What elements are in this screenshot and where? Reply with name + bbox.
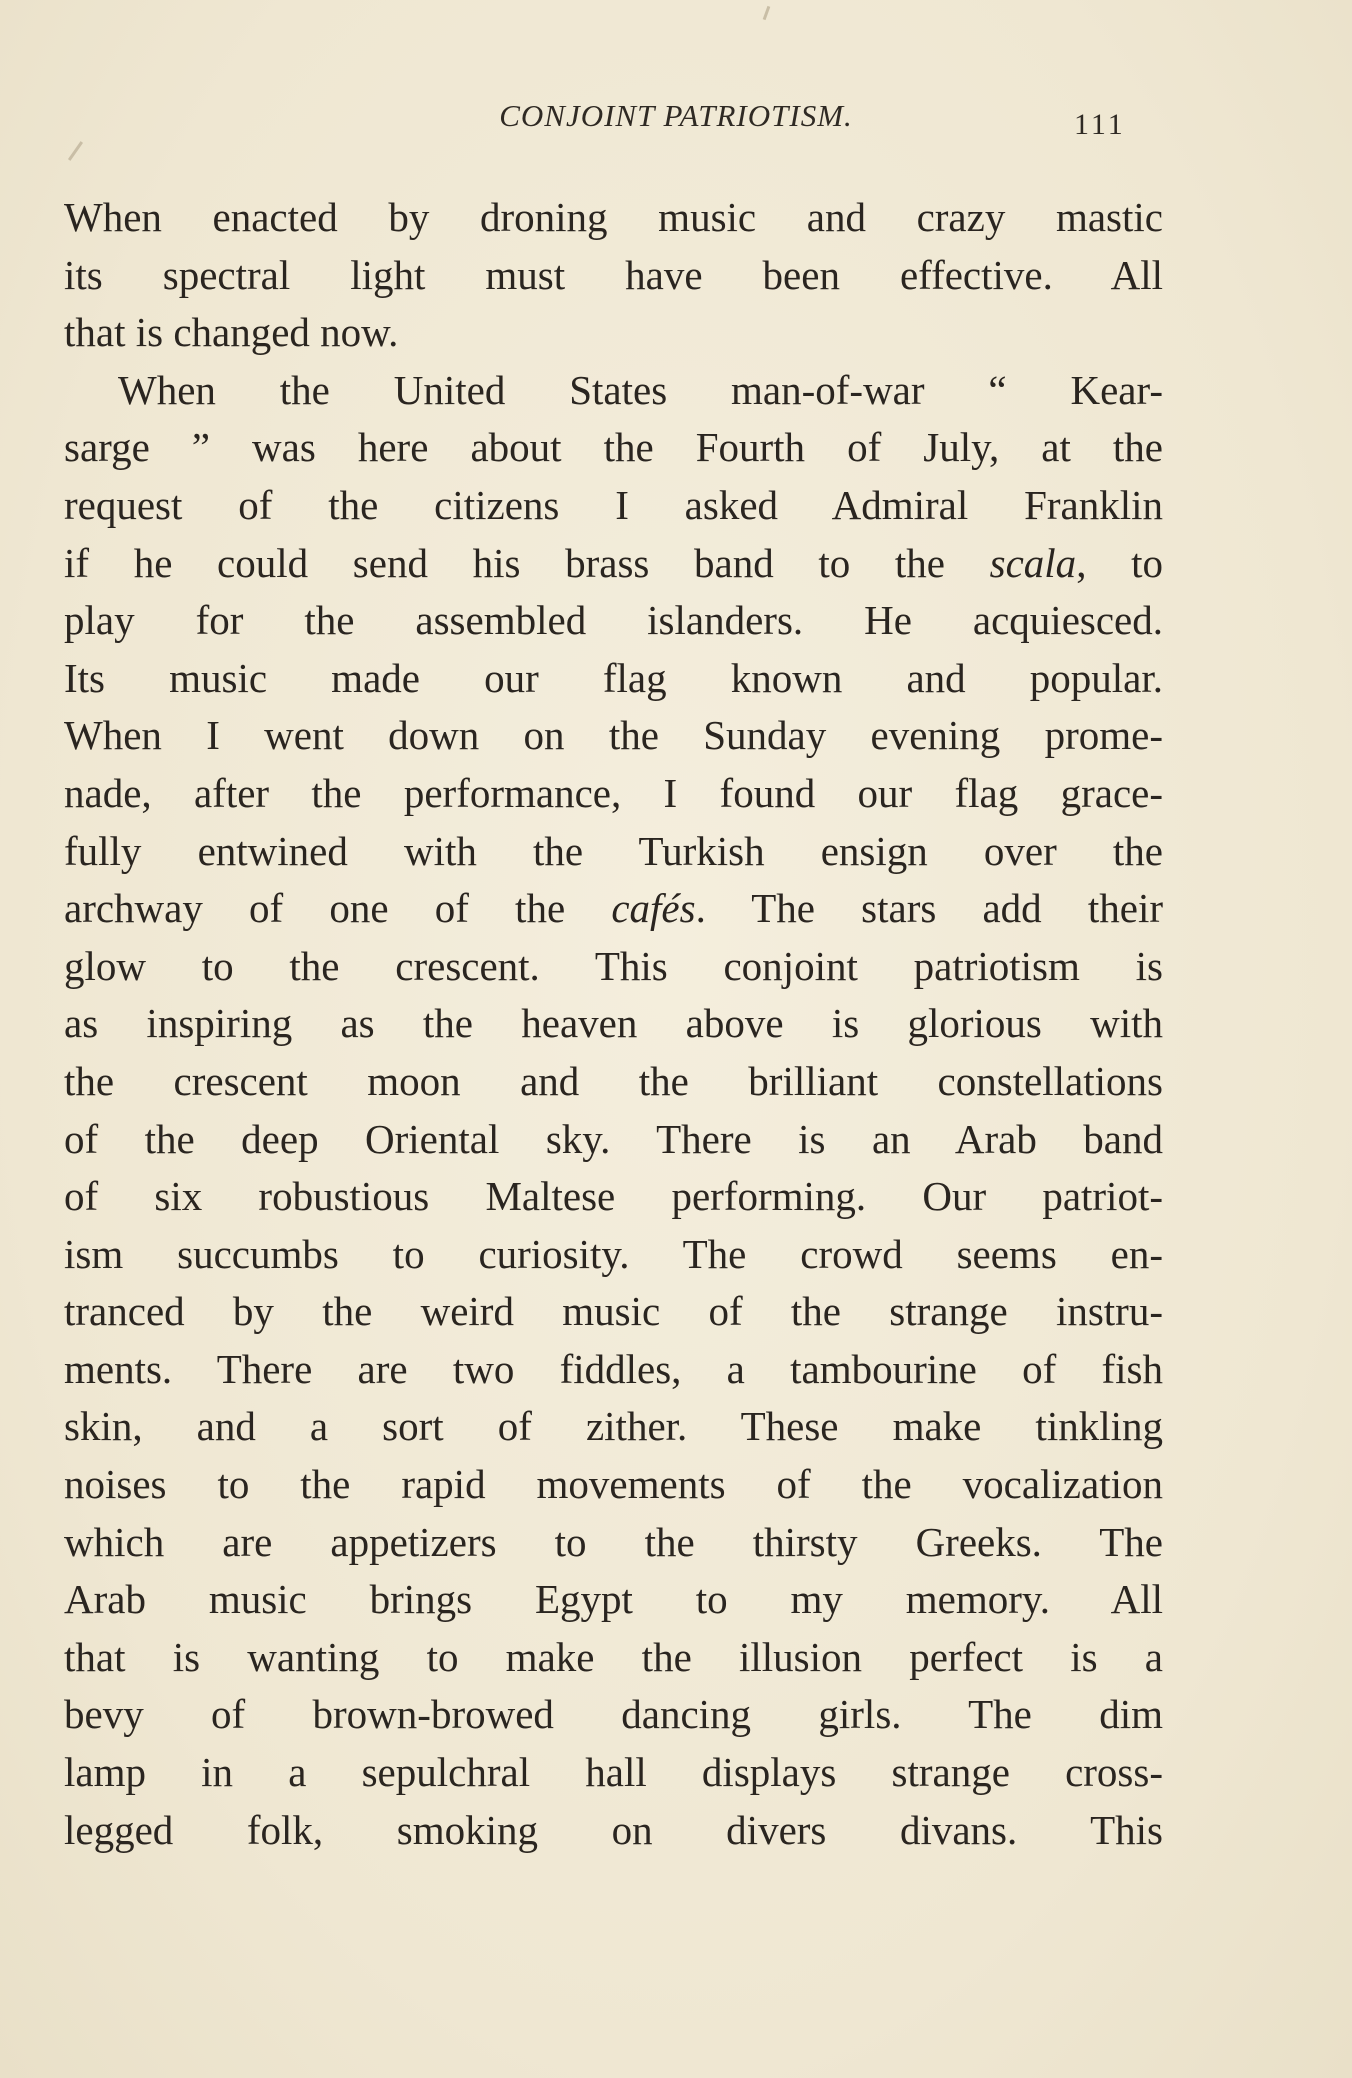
text-line: as inspiring as the heaven above is glorious with [64, 1000, 1163, 1047]
text-line: ments. There are two fiddles, a tambourine of fish [64, 1345, 1163, 1392]
running-head-title: CONJOINT PATRIOTISM. [499, 98, 853, 133]
text-line: the crescent moon and the brilliant constellations [64, 1057, 1163, 1104]
text-line: When enacted by droning music and crazy mastic [64, 194, 1163, 240]
text-line: bevy of brown-browed dancing girls. The dim [64, 1691, 1163, 1738]
text-line: Its music made our flag known and popular. [64, 654, 1163, 701]
text-line: glow to the crescent. This conjoint patriotism is [64, 942, 1163, 989]
text-line: sarge ” was here about the Fourth of July, at the [64, 424, 1163, 471]
text-line: Arab music brings Egypt to my memory. All [64, 1576, 1163, 1623]
text-line: request of the citizens I asked Admiral Franklin [64, 481, 1163, 528]
text-line: legged folk, smoking on divers divans. This [64, 1806, 1163, 1853]
text-line: noises to the rapid movements of the vocalization [64, 1461, 1163, 1508]
text-line: fully entwined with the Turkish ensign over the [64, 827, 1163, 874]
text-line: if he could send his brass band to the scala, to [64, 539, 1163, 586]
text-line: When the United States man-of-war “ Kear- [118, 366, 1163, 413]
paper-speck-mark [763, 6, 771, 20]
text-line: that is changed now. [64, 309, 399, 356]
body-text [64, 189, 1163, 1859]
page-number: 111 [1074, 108, 1126, 141]
italic-word: scala [989, 539, 1077, 586]
text-line: ism succumbs to curiosity. The crowd seems en- [64, 1230, 1163, 1277]
text-line: lamp in a sepulchral hall displays strange cross- [64, 1749, 1163, 1796]
text-line: When I went down on the Sunday evening prome- [64, 712, 1163, 759]
italic-word: cafés [611, 885, 696, 932]
text-line: of the deep Oriental sky. There is an Arab band [64, 1115, 1163, 1162]
text-line: nade, after the performance, I found our flag grace- [64, 769, 1163, 816]
text-line: that is wanting to make the illusion perfect is a [64, 1633, 1163, 1680]
text-line: skin, and a sort of zither. These make tinkling [64, 1403, 1163, 1450]
text-line: archway of one of the cafés. The stars add their [64, 885, 1163, 932]
paper-speck-mark [68, 141, 83, 161]
text-line: of six robustious Maltese performing. Our patriot- [64, 1173, 1163, 1220]
text-line: play for the assembled islanders. He acquiesced. [64, 597, 1163, 644]
text-line: which are appetizers to the thirsty Greeks. The [64, 1518, 1163, 1565]
text-line: its spectral light must have been effective. All [64, 251, 1163, 298]
text-line: tranced by the weird music of the strange instru- [64, 1288, 1163, 1335]
